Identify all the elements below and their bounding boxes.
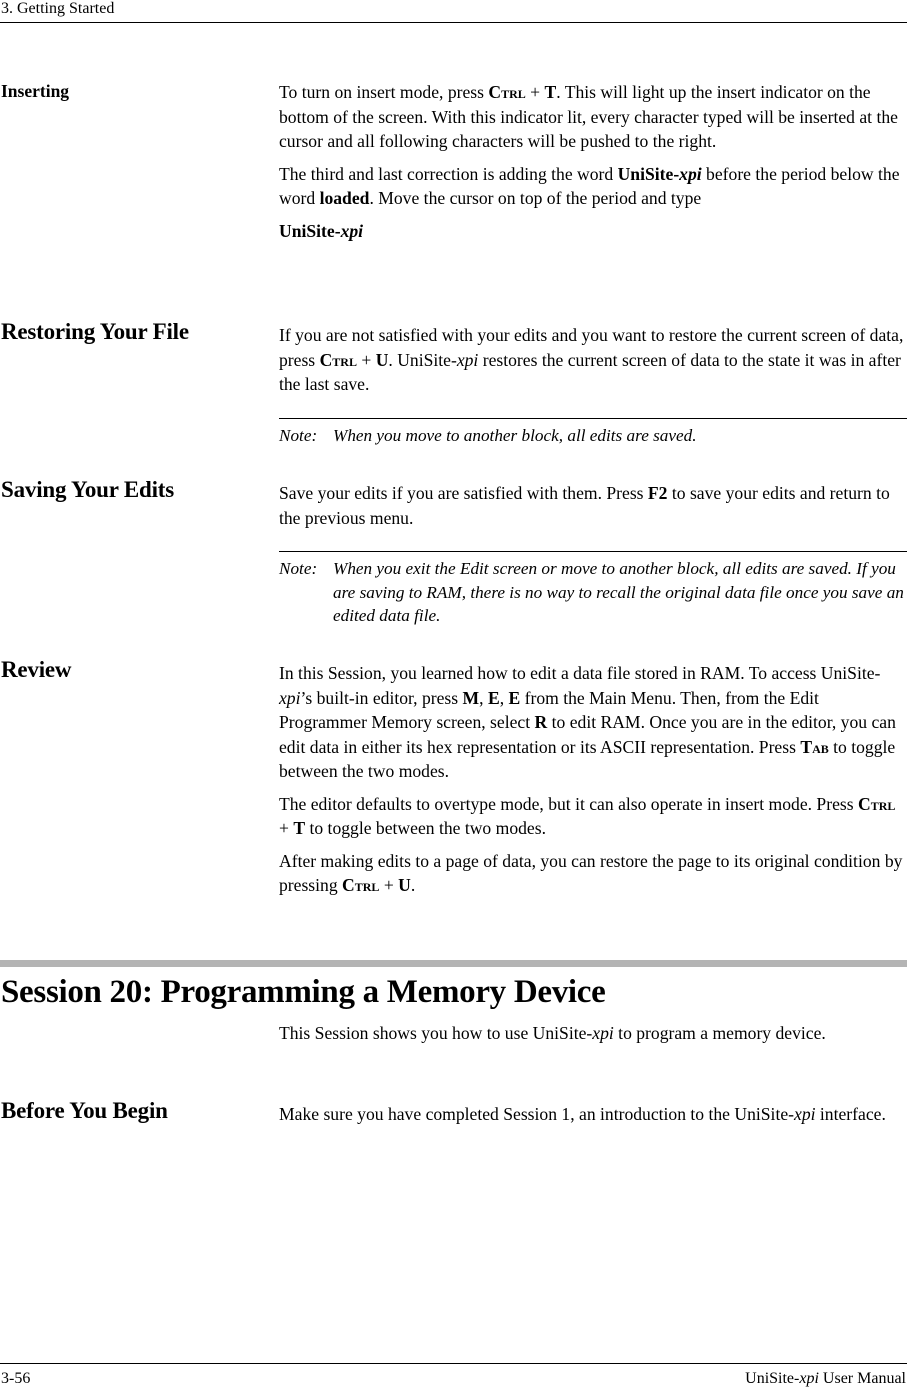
paragraph	[279, 481, 907, 530]
text: .	[410, 875, 416, 895]
text: In this Session, you learned how to edit a data file stored in RAM. To access UniSite-	[279, 663, 881, 683]
text: from the Main Menu. Then, from the Edit Programmer Memory screen, select	[279, 687, 819, 732]
paragraph	[279, 80, 907, 154]
paragraph	[279, 162, 907, 211]
key-tab: Tab	[800, 736, 829, 757]
paragraph	[279, 792, 907, 841]
key-u: U	[398, 875, 411, 895]
session-title: Session 20: Programming a Memory Device	[1, 974, 606, 1010]
session-divider-bar	[0, 960, 907, 967]
note-restoring	[279, 418, 907, 448]
text: +	[525, 82, 545, 102]
text: This Session shows you how to use UniSite-	[279, 1023, 593, 1043]
paragraph	[279, 323, 907, 397]
body-saving	[279, 481, 907, 538]
heading-restoring: Restoring Your File	[1, 319, 189, 344]
text: User Manual	[818, 1370, 906, 1387]
key-f2: F2	[647, 483, 668, 503]
key-ctrl: Ctrl	[319, 349, 357, 370]
key-ctrl: Ctrl	[857, 793, 896, 814]
note-saving	[279, 551, 907, 628]
text: UniSite-	[745, 1370, 800, 1387]
product-suffix: xpi	[456, 349, 479, 370]
product-suffix: xpi	[794, 1104, 816, 1124]
text: to edit RAM. Once you are in the editor, you can edit data in either its hex representation or its ASCII representation. Press	[279, 712, 896, 757]
product-name: UniSite-	[617, 163, 680, 184]
heading-inserting: Inserting	[1, 81, 70, 101]
word-loaded: loaded	[319, 188, 370, 208]
chapter-title: 3. Getting Started	[1, 0, 115, 17]
running-footer	[0, 1363, 907, 1390]
paragraph	[279, 1021, 907, 1046]
text: Save your edits if you are satisfied with them. Press	[279, 483, 648, 503]
note-text: When you move to another block, all edits are saved.	[333, 426, 697, 445]
heading-saving: Saving Your Edits	[1, 477, 174, 502]
key-m: M	[462, 687, 480, 708]
text: +	[356, 349, 376, 370]
product-name: UniSite-	[279, 220, 341, 241]
body-review	[279, 661, 907, 906]
note-text: When you exit the Edit screen or move to another block, all edits are saved. If you are saving to RAM, there is no way to recall the original data file once you save an edited data file.	[333, 559, 904, 625]
heading-before-you-begin: Before You Begin	[1, 1098, 168, 1123]
text: The editor defaults to overtype mode, but it can also operate in insert mode. Press	[279, 793, 858, 814]
note-label: Note:	[279, 559, 318, 578]
text: . Move the cursor on top of the period and type	[369, 188, 702, 208]
text: The third and last correction is adding the word	[279, 163, 618, 184]
page-number: 3-56	[1, 1370, 31, 1387]
body-before-you-begin	[279, 1102, 907, 1135]
text: . This will light up the insert indicator on the bottom of the screen. With this indicator lit, every character typed will be inserted at the cursor and all following characters will be pushed to the right.	[279, 82, 898, 151]
key-t: T	[293, 818, 306, 838]
product-suffix: xpi	[592, 1023, 614, 1043]
text: restores the current screen of data to the state it was in after the last save.	[279, 349, 901, 394]
key-ctrl: Ctrl	[488, 82, 526, 102]
text: ’s built-in editor, press	[300, 687, 463, 708]
text: . UniSite-	[388, 349, 457, 370]
paragraph	[279, 661, 907, 784]
text: +	[279, 818, 294, 838]
text: to save your edits and return to the previous menu.	[279, 483, 890, 528]
body-restoring	[279, 323, 907, 405]
text: to program a memory device.	[613, 1023, 826, 1043]
key-t: T	[544, 82, 557, 102]
text: interface.	[815, 1104, 886, 1124]
product-suffix: xpi	[279, 687, 301, 708]
text: Make sure you have completed Session 1, an introduction to the UniSite-	[279, 1104, 795, 1124]
text: ,	[479, 687, 488, 708]
session-intro	[279, 1021, 907, 1054]
paragraph	[279, 1102, 907, 1127]
manual-title	[745, 1370, 906, 1388]
body-inserting	[279, 80, 907, 251]
running-header	[0, 0, 907, 23]
product-suffix: xpi	[799, 1370, 819, 1387]
text: +	[379, 875, 399, 895]
paragraph	[279, 849, 907, 898]
text: After making edits to a page of data, you can restore the page to its original condition by pressing	[279, 850, 903, 895]
text: to toggle between the two modes.	[305, 818, 546, 838]
key-r: R	[534, 712, 548, 732]
paragraph	[279, 219, 907, 244]
text: before the period below the word	[279, 163, 900, 208]
key-ctrl: Ctrl	[342, 875, 380, 895]
key-e: E	[487, 687, 500, 708]
text: If you are not satisfied with your edits and you want to restore the current screen of data, press	[279, 325, 904, 370]
heading-review: Review	[1, 657, 72, 682]
key-e: E	[508, 687, 521, 708]
product-suffix: xpi	[679, 163, 702, 184]
note-label: Note:	[279, 426, 318, 445]
text: ,	[499, 687, 509, 708]
key-u: U	[375, 349, 389, 370]
product-suffix: xpi	[340, 220, 364, 241]
text: To turn on insert mode, press	[279, 82, 489, 102]
text: to toggle between the two modes.	[279, 736, 896, 781]
